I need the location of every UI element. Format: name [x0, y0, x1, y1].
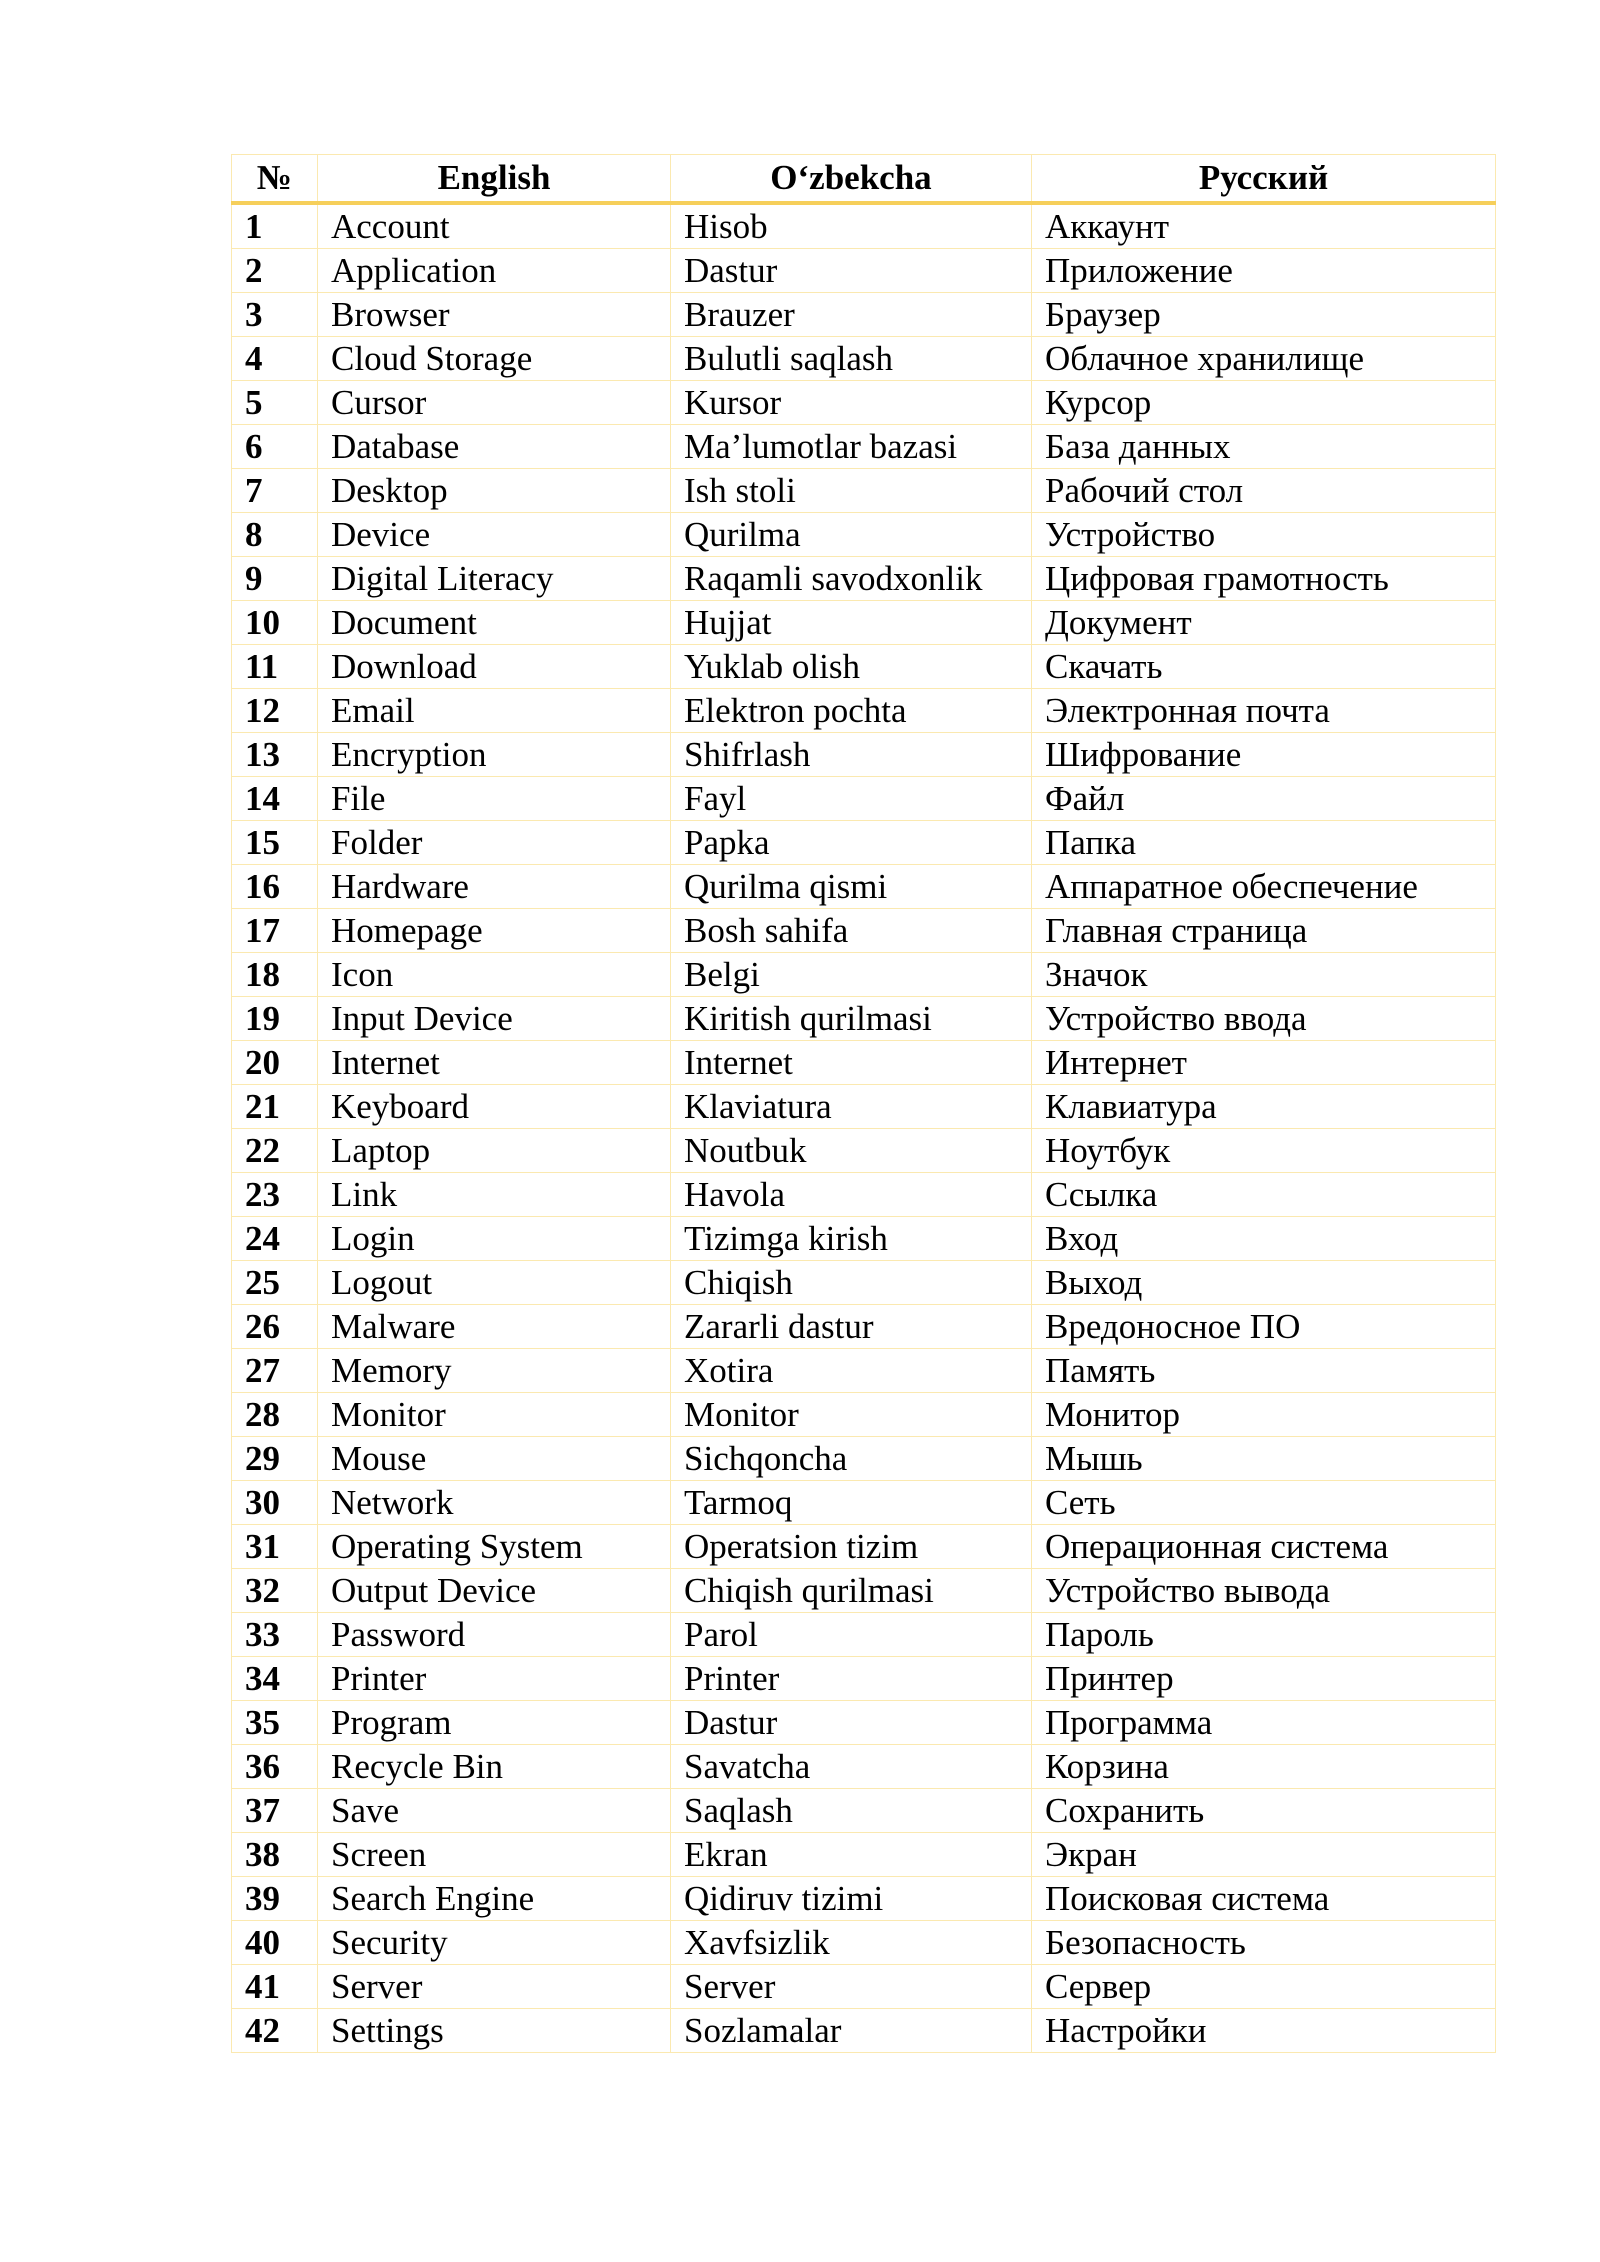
cell-english: Document — [318, 601, 671, 645]
cell-uzbek: Elektron pochta — [671, 689, 1032, 733]
header-number: № — [232, 155, 318, 204]
cell-number: 30 — [232, 1481, 318, 1525]
cell-uzbek: Ma’lumotlar bazasi — [671, 425, 1032, 469]
cell-uzbek: Hisob — [671, 203, 1032, 249]
cell-number: 28 — [232, 1393, 318, 1437]
cell-number: 11 — [232, 645, 318, 689]
cell-uzbek: Klaviatura — [671, 1085, 1032, 1129]
cell-english: Homepage — [318, 909, 671, 953]
cell-russian: Память — [1032, 1349, 1496, 1393]
cell-number: 23 — [232, 1173, 318, 1217]
table-row — [232, 1393, 1496, 1437]
table-row — [232, 1173, 1496, 1217]
cell-number: 16 — [232, 865, 318, 909]
cell-uzbek: Chiqish — [671, 1261, 1032, 1305]
cell-english: Keyboard — [318, 1085, 671, 1129]
cell-russian: Интернет — [1032, 1041, 1496, 1085]
cell-number: 41 — [232, 1965, 318, 2009]
table-row — [232, 469, 1496, 513]
table-row — [232, 1041, 1496, 1085]
header-english: English — [318, 155, 671, 204]
cell-russian: Экран — [1032, 1833, 1496, 1877]
cell-number: 38 — [232, 1833, 318, 1877]
cell-english: Account — [318, 203, 671, 249]
cell-uzbek: Raqamli savodxonlik — [671, 557, 1032, 601]
cell-number: 32 — [232, 1569, 318, 1613]
cell-english: Save — [318, 1789, 671, 1833]
cell-uzbek: Brauzer — [671, 293, 1032, 337]
cell-number: 13 — [232, 733, 318, 777]
table-row — [232, 1965, 1496, 2009]
cell-english: Recycle Bin — [318, 1745, 671, 1789]
cell-english: Database — [318, 425, 671, 469]
table-row — [232, 1261, 1496, 1305]
cell-uzbek: Papka — [671, 821, 1032, 865]
cell-russian: Значок — [1032, 953, 1496, 997]
table-row — [232, 1437, 1496, 1481]
cell-english: Laptop — [318, 1129, 671, 1173]
cell-english: Download — [318, 645, 671, 689]
cell-uzbek: Tarmoq — [671, 1481, 1032, 1525]
cell-english: Logout — [318, 1261, 671, 1305]
cell-english: File — [318, 777, 671, 821]
cell-russian: Поисковая система — [1032, 1877, 1496, 1921]
header-row — [232, 155, 1496, 204]
cell-russian: Сервер — [1032, 1965, 1496, 2009]
cell-russian: Цифровая грамотность — [1032, 557, 1496, 601]
cell-english: Screen — [318, 1833, 671, 1877]
cell-uzbek: Tizimga kirish — [671, 1217, 1032, 1261]
cell-russian: Электронная почта — [1032, 689, 1496, 733]
header-russian: Русский — [1032, 155, 1496, 204]
cell-english: Settings — [318, 2009, 671, 2053]
table-row — [232, 1525, 1496, 1569]
table-row — [232, 1569, 1496, 1613]
cell-uzbek: Sichqoncha — [671, 1437, 1032, 1481]
cell-uzbek: Xotira — [671, 1349, 1032, 1393]
cell-uzbek: Fayl — [671, 777, 1032, 821]
cell-number: 19 — [232, 997, 318, 1041]
cell-uzbek: Bosh sahifa — [671, 909, 1032, 953]
cell-number: 26 — [232, 1305, 318, 1349]
cell-number: 33 — [232, 1613, 318, 1657]
cell-english: Security — [318, 1921, 671, 1965]
cell-russian: Устройство ввода — [1032, 997, 1496, 1041]
cell-number: 2 — [232, 249, 318, 293]
table-row — [232, 777, 1496, 821]
cell-uzbek: Operatsion tizim — [671, 1525, 1032, 1569]
cell-russian: Главная страница — [1032, 909, 1496, 953]
cell-number: 3 — [232, 293, 318, 337]
table-row — [232, 293, 1496, 337]
cell-russian: Файл — [1032, 777, 1496, 821]
cell-english: Mouse — [318, 1437, 671, 1481]
cell-number: 27 — [232, 1349, 318, 1393]
header-uzbek: O‘zbekcha — [671, 155, 1032, 204]
cell-russian: Аккаунт — [1032, 203, 1496, 249]
cell-number: 40 — [232, 1921, 318, 1965]
cell-uzbek: Qidiruv tizimi — [671, 1877, 1032, 1921]
table-row — [232, 1921, 1496, 1965]
table-row — [232, 909, 1496, 953]
cell-uzbek: Parol — [671, 1613, 1032, 1657]
cell-number: 6 — [232, 425, 318, 469]
cell-russian: Программа — [1032, 1701, 1496, 1745]
cell-number: 12 — [232, 689, 318, 733]
cell-russian: Сеть — [1032, 1481, 1496, 1525]
cell-english: Cursor — [318, 381, 671, 425]
cell-number: 18 — [232, 953, 318, 997]
cell-number: 31 — [232, 1525, 318, 1569]
cell-number: 17 — [232, 909, 318, 953]
cell-number: 37 — [232, 1789, 318, 1833]
cell-uzbek: Noutbuk — [671, 1129, 1032, 1173]
table-row — [232, 689, 1496, 733]
table-header — [232, 155, 1496, 204]
cell-number: 9 — [232, 557, 318, 601]
cell-russian: Рабочий стол — [1032, 469, 1496, 513]
table-row — [232, 1129, 1496, 1173]
cell-russian: Браузер — [1032, 293, 1496, 337]
cell-english: Server — [318, 1965, 671, 2009]
cell-russian: Устройство вывода — [1032, 1569, 1496, 1613]
cell-russian: Клавиатура — [1032, 1085, 1496, 1129]
cell-english: Digital Literacy — [318, 557, 671, 601]
glossary-table — [231, 154, 1496, 2053]
cell-russian: Курсор — [1032, 381, 1496, 425]
cell-english: Memory — [318, 1349, 671, 1393]
cell-number: 14 — [232, 777, 318, 821]
cell-uzbek: Savatcha — [671, 1745, 1032, 1789]
cell-russian: Мышь — [1032, 1437, 1496, 1481]
table-row — [232, 645, 1496, 689]
cell-russian: Аппаратное обеспечение — [1032, 865, 1496, 909]
table-row — [232, 1481, 1496, 1525]
table-row — [232, 337, 1496, 381]
table-row — [232, 557, 1496, 601]
table-row — [232, 1657, 1496, 1701]
table-row — [232, 1613, 1496, 1657]
cell-number: 5 — [232, 381, 318, 425]
cell-uzbek: Hujjat — [671, 601, 1032, 645]
cell-russian: Шифрование — [1032, 733, 1496, 777]
cell-english: Browser — [318, 293, 671, 337]
cell-russian: Облачное хранилище — [1032, 337, 1496, 381]
cell-russian: Настройки — [1032, 2009, 1496, 2053]
cell-uzbek: Internet — [671, 1041, 1032, 1085]
cell-uzbek: Xavfsizlik — [671, 1921, 1032, 1965]
cell-english: Search Engine — [318, 1877, 671, 1921]
cell-english: Email — [318, 689, 671, 733]
cell-uzbek: Zararli dastur — [671, 1305, 1032, 1349]
table-row — [232, 865, 1496, 909]
cell-english: Malware — [318, 1305, 671, 1349]
cell-uzbek: Shifrlash — [671, 733, 1032, 777]
cell-russian: Безопасность — [1032, 1921, 1496, 1965]
cell-number: 36 — [232, 1745, 318, 1789]
cell-english: Desktop — [318, 469, 671, 513]
cell-number: 39 — [232, 1877, 318, 1921]
cell-uzbek: Dastur — [671, 249, 1032, 293]
cell-uzbek: Chiqish qurilmasi — [671, 1569, 1032, 1613]
cell-uzbek: Bulutli saqlash — [671, 337, 1032, 381]
cell-english: Login — [318, 1217, 671, 1261]
cell-number: 15 — [232, 821, 318, 865]
cell-english: Input Device — [318, 997, 671, 1041]
cell-english: Network — [318, 1481, 671, 1525]
cell-number: 29 — [232, 1437, 318, 1481]
cell-number: 25 — [232, 1261, 318, 1305]
cell-russian: Устройство — [1032, 513, 1496, 557]
table-row — [232, 1877, 1496, 1921]
table-row — [232, 1305, 1496, 1349]
cell-uzbek: Kiritish qurilmasi — [671, 997, 1032, 1041]
table-row — [232, 1217, 1496, 1261]
cell-russian: Папка — [1032, 821, 1496, 865]
cell-russian: Сохранить — [1032, 1789, 1496, 1833]
cell-uzbek: Kursor — [671, 381, 1032, 425]
table-row — [232, 601, 1496, 645]
cell-russian: Вход — [1032, 1217, 1496, 1261]
cell-english: Hardware — [318, 865, 671, 909]
cell-number: 10 — [232, 601, 318, 645]
cell-number: 1 — [232, 203, 318, 249]
table-row — [232, 425, 1496, 469]
cell-number: 21 — [232, 1085, 318, 1129]
table-row — [232, 1745, 1496, 1789]
table-row — [232, 249, 1496, 293]
cell-uzbek: Server — [671, 1965, 1032, 2009]
cell-uzbek: Ekran — [671, 1833, 1032, 1877]
cell-russian: Выход — [1032, 1261, 1496, 1305]
cell-russian: Монитор — [1032, 1393, 1496, 1437]
cell-english: Encryption — [318, 733, 671, 777]
table-row — [232, 1349, 1496, 1393]
cell-uzbek: Printer — [671, 1657, 1032, 1701]
cell-uzbek: Qurilma qismi — [671, 865, 1032, 909]
cell-number: 35 — [232, 1701, 318, 1745]
table-row — [232, 381, 1496, 425]
cell-english: Link — [318, 1173, 671, 1217]
cell-uzbek: Havola — [671, 1173, 1032, 1217]
cell-russian: Пароль — [1032, 1613, 1496, 1657]
table-row — [232, 953, 1496, 997]
table-row — [232, 1789, 1496, 1833]
cell-english: Application — [318, 249, 671, 293]
table-row — [232, 997, 1496, 1041]
cell-english: Cloud Storage — [318, 337, 671, 381]
cell-english: Folder — [318, 821, 671, 865]
cell-english: Operating System — [318, 1525, 671, 1569]
cell-uzbek: Saqlash — [671, 1789, 1032, 1833]
cell-russian: Ссылка — [1032, 1173, 1496, 1217]
cell-russian: Приложение — [1032, 249, 1496, 293]
cell-number: 34 — [232, 1657, 318, 1701]
table-row — [232, 1085, 1496, 1129]
cell-uzbek: Belgi — [671, 953, 1032, 997]
cell-english: Internet — [318, 1041, 671, 1085]
cell-english: Icon — [318, 953, 671, 997]
cell-russian: Ноутбук — [1032, 1129, 1496, 1173]
table-row — [232, 821, 1496, 865]
cell-number: 20 — [232, 1041, 318, 1085]
cell-russian: Вредоносное ПО — [1032, 1305, 1496, 1349]
cell-number: 22 — [232, 1129, 318, 1173]
cell-english: Output Device — [318, 1569, 671, 1613]
cell-number: 42 — [232, 2009, 318, 2053]
cell-russian: Принтер — [1032, 1657, 1496, 1701]
cell-russian: Корзина — [1032, 1745, 1496, 1789]
table-row — [232, 1701, 1496, 1745]
table-row — [232, 1833, 1496, 1877]
cell-english: Monitor — [318, 1393, 671, 1437]
cell-uzbek: Ish stoli — [671, 469, 1032, 513]
cell-uzbek: Monitor — [671, 1393, 1032, 1437]
cell-number: 7 — [232, 469, 318, 513]
cell-number: 24 — [232, 1217, 318, 1261]
cell-english: Device — [318, 513, 671, 557]
cell-uzbek: Qurilma — [671, 513, 1032, 557]
cell-russian: Операционная система — [1032, 1525, 1496, 1569]
cell-english: Program — [318, 1701, 671, 1745]
cell-russian: База данных — [1032, 425, 1496, 469]
cell-number: 4 — [232, 337, 318, 381]
cell-uzbek: Dastur — [671, 1701, 1032, 1745]
cell-russian: Скачать — [1032, 645, 1496, 689]
table-row — [232, 733, 1496, 777]
table-body — [232, 203, 1496, 2053]
cell-uzbek: Yuklab olish — [671, 645, 1032, 689]
cell-russian: Документ — [1032, 601, 1496, 645]
cell-number: 8 — [232, 513, 318, 557]
table-row — [232, 2009, 1496, 2053]
cell-uzbek: Sozlamalar — [671, 2009, 1032, 2053]
cell-english: Printer — [318, 1657, 671, 1701]
table-row — [232, 203, 1496, 249]
table-row — [232, 513, 1496, 557]
cell-english: Password — [318, 1613, 671, 1657]
